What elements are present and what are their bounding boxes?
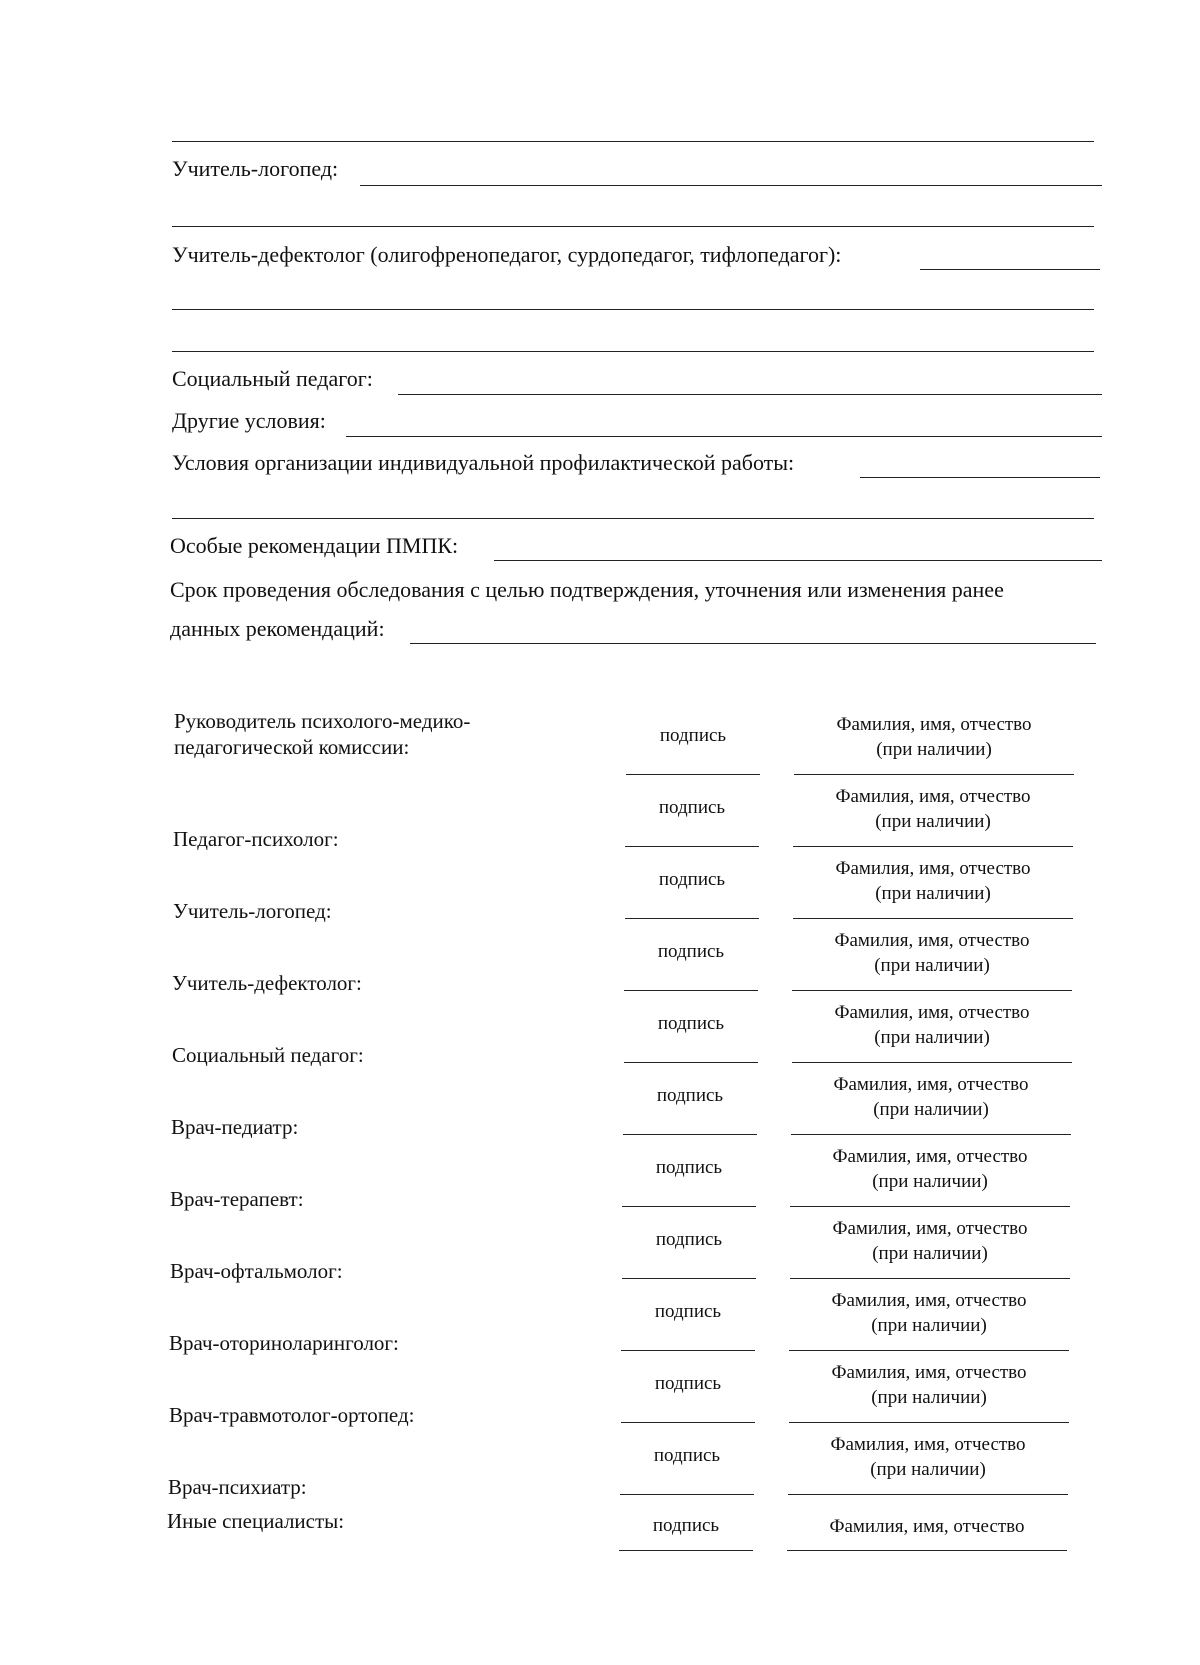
fio-caption: Фамилия, имя, отчество (при наличии) <box>830 1434 1026 1480</box>
deadline-label: данных рекомендаций: <box>170 616 385 641</box>
special-recommendations-label: Особые рекомендации ПМПК: <box>170 533 459 558</box>
signature-line[interactable] <box>624 1062 758 1063</box>
signature-role: Врач-травмотолог-ортопед: <box>169 1403 415 1427</box>
signature-row <box>0 1068 1200 1140</box>
fio-line[interactable] <box>793 918 1073 919</box>
signature-line[interactable] <box>623 1134 757 1135</box>
fio-line[interactable] <box>793 846 1073 847</box>
soc-pedagog-label: Социальный педагог: <box>172 366 373 391</box>
signature-row <box>0 1284 1200 1356</box>
fio-caption: Фамилия, имя, отчество (при наличии) <box>832 1146 1028 1192</box>
signature-caption: подпись <box>657 1013 725 1034</box>
blank-line <box>172 141 1094 142</box>
fio-caption: Фамилия, имя, отчество <box>829 1516 1025 1537</box>
signature-line[interactable] <box>625 846 759 847</box>
blank-line <box>172 518 1094 519</box>
signature-row <box>0 1500 1200 1572</box>
signature-line[interactable] <box>621 1350 755 1351</box>
signature-caption: подпись <box>658 797 726 818</box>
fio-caption: Фамилия, имя, отчество (при наличии) <box>833 1074 1029 1120</box>
signature-role: Иные специалисты: <box>167 1509 345 1533</box>
signature-caption: подпись <box>654 1373 722 1394</box>
other-conditions-label: Другие условия: <box>172 408 326 433</box>
fio-line[interactable] <box>792 1062 1072 1063</box>
logoped-fill-line[interactable] <box>360 185 1102 186</box>
signature-line[interactable] <box>619 1550 753 1551</box>
signature-role: Врач-терапевт: <box>170 1187 304 1211</box>
defektolog-label: Учитель-дефектолог (олигофренопедагог, сурдопедагог, тифлопедагог): <box>172 242 842 267</box>
logoped-label: Учитель-логопед: <box>172 156 339 181</box>
signature-line[interactable] <box>622 1206 756 1207</box>
signature-caption: подпись <box>653 1445 721 1466</box>
signature-row <box>0 852 1200 924</box>
signature-role: Социальный педагог: <box>172 1043 364 1067</box>
signature-caption: подпись <box>652 1515 720 1536</box>
signature-row <box>0 1356 1200 1428</box>
fio-caption: Фамилия, имя, отчество (при наличии) <box>831 1290 1027 1336</box>
signature-role: Врач-офтальмолог: <box>170 1259 343 1283</box>
blank-line <box>172 351 1094 352</box>
fio-caption: Фамилия, имя, отчество (при наличии) <box>834 1002 1030 1048</box>
fio-caption: Фамилия, имя, отчество (при наличии) <box>835 786 1031 832</box>
fio-line[interactable] <box>789 1350 1069 1351</box>
signature-caption: подпись <box>655 1157 723 1178</box>
deadline-fill-line[interactable] <box>410 643 1096 644</box>
signature-caption: подпись <box>654 1301 722 1322</box>
signature-role: Педагог-психолог: <box>173 827 339 851</box>
prophylactic-label: Условия организации индивидуальной профилактической работы: <box>172 450 795 475</box>
signature-role: Врач-оториноларинголог: <box>169 1331 399 1355</box>
fio-line[interactable] <box>787 1550 1067 1551</box>
signature-caption: подпись <box>658 869 726 890</box>
fio-line[interactable] <box>794 774 1074 775</box>
blank-line <box>172 309 1094 310</box>
signature-role: Учитель-дефектолог: <box>172 971 362 995</box>
signature-row <box>0 1428 1200 1500</box>
signature-caption: подпись <box>655 1229 723 1250</box>
signature-row <box>0 780 1200 852</box>
fio-line[interactable] <box>788 1494 1068 1495</box>
signature-caption: подпись <box>659 725 727 746</box>
signature-row <box>0 996 1200 1068</box>
signature-line[interactable] <box>624 990 758 991</box>
signature-caption: подпись <box>656 1085 724 1106</box>
fio-line[interactable] <box>792 990 1072 991</box>
signature-row <box>0 924 1200 996</box>
signature-line[interactable] <box>622 1278 756 1279</box>
fio-caption: Фамилия, имя, отчество (при наличии) <box>831 1362 1027 1408</box>
fio-line[interactable] <box>791 1134 1071 1135</box>
other-conditions-fill-line[interactable] <box>346 436 1102 437</box>
signature-role: Врач-педиатр: <box>171 1115 299 1139</box>
deadline-text: Срок проведения обследования с целью подтверждения, уточнения или изменения ранее <box>170 577 1004 602</box>
blank-line <box>172 226 1094 227</box>
signature-line[interactable] <box>625 918 759 919</box>
signature-role: Врач-психиатр: <box>168 1475 307 1499</box>
signature-role: Руководитель психолого-медико- педагогической комиссии: <box>174 709 471 759</box>
fio-line[interactable] <box>790 1206 1070 1207</box>
signature-row <box>0 1140 1200 1212</box>
signature-row <box>0 708 1200 780</box>
signature-line[interactable] <box>620 1494 754 1495</box>
fio-line[interactable] <box>790 1278 1070 1279</box>
signature-line[interactable] <box>621 1422 755 1423</box>
signature-line[interactable] <box>626 774 760 775</box>
signature-role: Учитель-логопед: <box>173 899 332 923</box>
soc-pedagog-fill-line[interactable] <box>398 394 1102 395</box>
fio-caption: Фамилия, имя, отчество (при наличии) <box>834 930 1030 976</box>
fio-caption: Фамилия, имя, отчество (при наличии) <box>832 1218 1028 1264</box>
prophylactic-fill-line[interactable] <box>860 477 1100 478</box>
fio-caption: Фамилия, имя, отчество (при наличии) <box>835 858 1031 904</box>
signature-row <box>0 1212 1200 1284</box>
fio-line[interactable] <box>789 1422 1069 1423</box>
signature-caption: подпись <box>657 941 725 962</box>
defektolog-fill-line[interactable] <box>920 269 1100 270</box>
special-recommendations-fill-line[interactable] <box>494 560 1102 561</box>
fio-caption: Фамилия, имя, отчество (при наличии) <box>836 714 1032 760</box>
